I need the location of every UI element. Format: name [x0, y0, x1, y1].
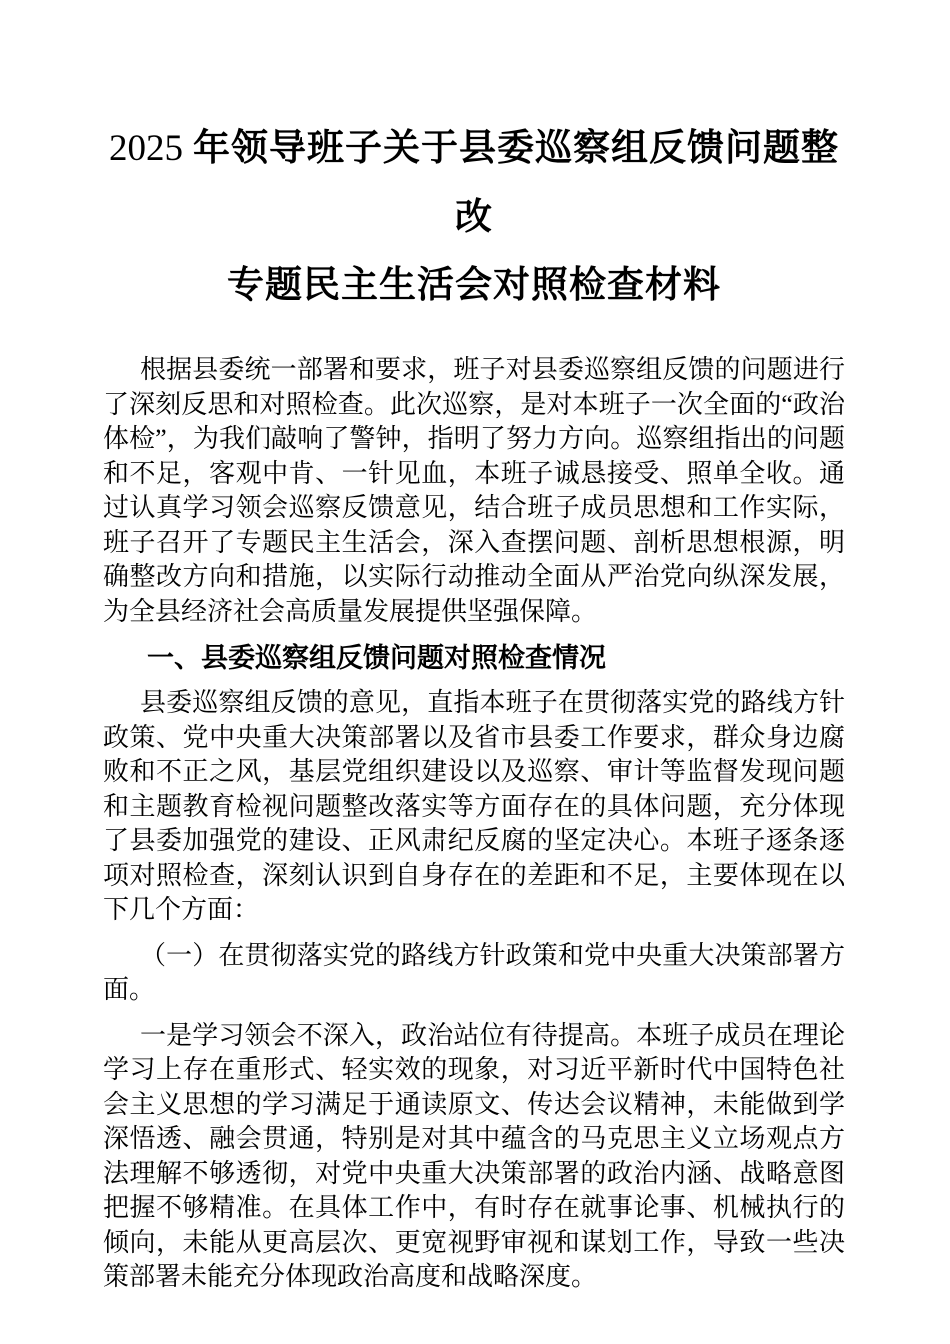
- document-title-line2: 专题民主生活会对照检查材料: [227, 264, 721, 305]
- subsection1-body-paragraph: 一是学习领会不深入，政治站位有待提高。本班子成员在理论学习上存在重形式、轻实效的现象，对习近平新时代中国特色社会主义思想的学习满足于通读原文、传达会议精神，未能做到学深悟透、融会贯通，特别是对其中蕴含的马克思主义立场观点方法理解不够透彻，对党中央重大决策部署的政治内涵、战略意图把握不够精准。在具体工作中，有时存在就事论事、机械执行的倾向，未能从更高层次、更宽视野审视和谋划工作，导致一些决策部署未能充分体现政治高度和战略深度。: [103, 1020, 845, 1291]
- section1-intro-paragraph: 县委巡察组反馈的意见，直指本班子在贯彻落实党的路线方针政策、党中央重大决策部署以及省市县委工作要求，群众身边腐败和不正之风，基层党组织建设以及巡察、审计等监督发现问题和主题教育检视问题整改落实等方面存在的具体问题，充分体现了县委加强党的建设、正风肃纪反腐的坚定决心。本班子逐条逐项对照检查，深刻认识到自身存在的差距和不足，主要体现在以下几个方面：: [103, 688, 845, 924]
- title-line1-text: 年领导班子关于县委巡察组反馈问题整改: [193, 127, 839, 237]
- title-year: 2025: [109, 128, 183, 169]
- subsection1-heading: （一）在贯彻落实党的路线方针政策和党中央重大决策部署方面。: [103, 940, 845, 1004]
- section1-heading: 一、县委巡察组反馈问题对照检查情况: [147, 643, 606, 673]
- document-title-line1: [103, 114, 845, 251]
- intro-paragraph: 根据县委统一部署和要求，班子对县委巡察组反馈的问题进行了深刻反思和对照检查。此次巡察，是对本班子一次全面的“政治体检”，为我们敲响了警钟，指明了努力方向。巡察组指出的问题和不足，客观中肯、一针见血，本班子诚恳接受、照单全收。通过认真学习领会巡察反馈意见，结合班子成员思想和工作实际，班子召开了专题民主生活会，深入查摆问题、剖析思想根源，明确整改方向和措施，以实际行动推动全面从严治党向纵深发展，为全县经济社会高质量发展提供坚强保障。: [103, 355, 845, 626]
- document-title: [103, 114, 845, 319]
